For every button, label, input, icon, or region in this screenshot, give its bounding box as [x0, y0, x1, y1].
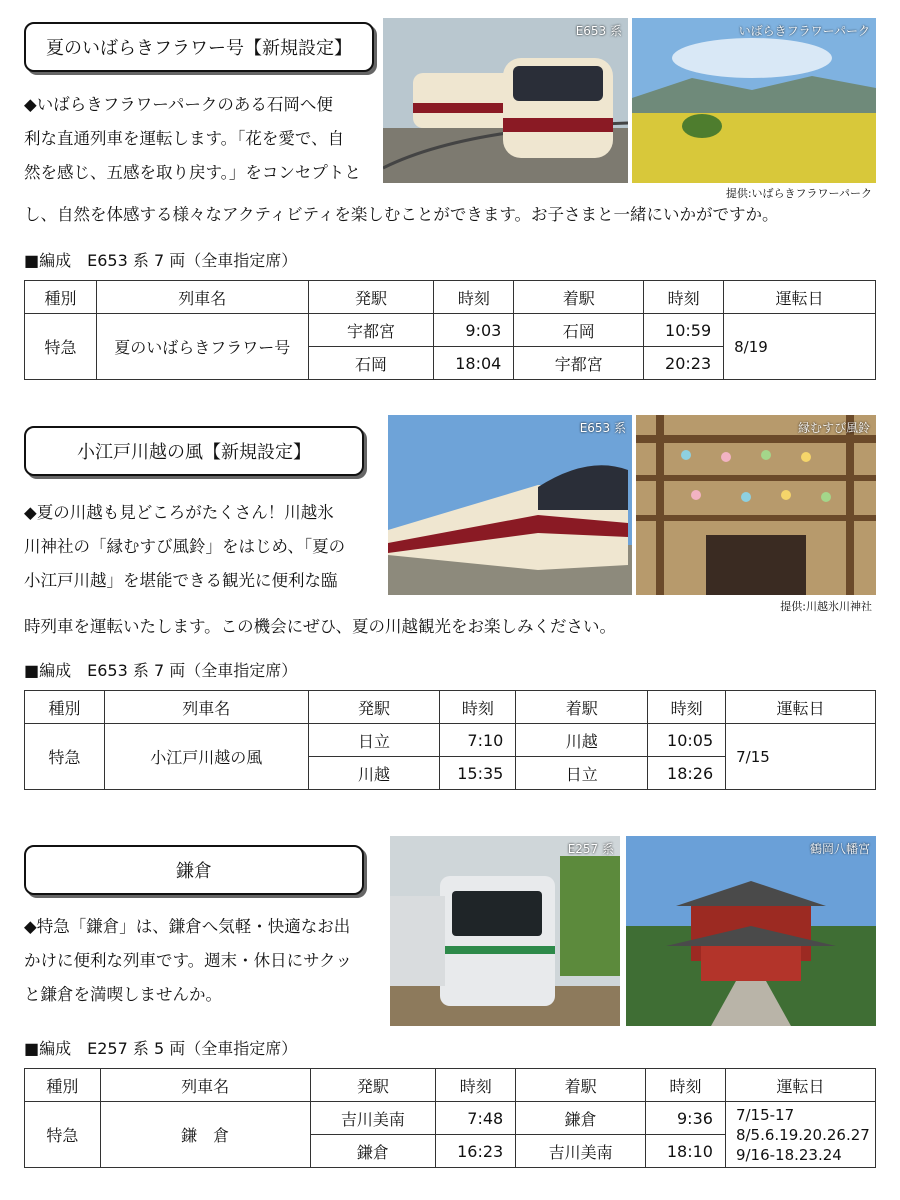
section2-photo2-caption: 縁むすび風鈴	[797, 421, 870, 435]
section1-flower-photo	[632, 18, 876, 183]
section3-photo2-caption: 鶴岡八幡宮	[809, 842, 870, 856]
section3-title: 鎌倉	[24, 845, 364, 895]
section2-formation: ■編成 E653 系 7 両（全車指定席）	[24, 661, 298, 680]
section2-timetable	[24, 690, 876, 790]
table-row: 特急 鎌 倉 吉川美南 7:48 鎌倉 9:36 7/15-17 8/5.6.19.20.26.27 9/16-18.23.24	[25, 1102, 876, 1135]
section3-paragraph: ◆特急「鎌倉」は、鎌倉へ気軽・快適なお出 かけに便利な列車です。週末・休日にサクッ と鎌倉を満喫しませんか。	[24, 917, 353, 1004]
table-row: 石岡 18:04 宇都宮 20:23	[25, 347, 876, 380]
train-image	[390, 836, 620, 1026]
section1-photo2-caption: いばらきフラワーパーク	[738, 24, 870, 38]
flower-park-image	[632, 18, 876, 183]
table-header-row: 種別 列車名 発駅 時刻 着駅 時刻 運転日	[25, 1069, 876, 1102]
section2-credit: 提供:川越氷川神社	[780, 600, 872, 613]
section1-paragraph-full: し、自然を体感する様々なアクティビティを楽しむことができます。お子さまと一緒にいかがですか。	[24, 205, 779, 224]
wind-chime-image	[636, 415, 876, 595]
section1-photo1-caption: E653 系	[575, 24, 622, 38]
shrine-image	[626, 836, 876, 1026]
section2-train-photo	[388, 415, 632, 595]
section1-paragraph: ◆いばらきフラワーパークのある石岡へ便 利な直通列車を運転します。「花を愛で、自 然を感じ、五感を取り戻す。」をコンセプトと	[24, 95, 361, 182]
section2-paragraph-full: 時列車を運転いたします。この機会にぜひ、夏の川越観光をお楽しみください。	[24, 617, 617, 636]
section1-credit: 提供:いばらきフラワーパーク	[725, 187, 872, 200]
section2-paragraph: ◆夏の川越も見どころがたくさん！川越氷 川神社の「縁むすび風鈴」をはじめ、「夏の 小江戸川越」を堪能できる観光に便利な臨	[24, 503, 346, 590]
train-image	[383, 18, 628, 183]
section3-photo1-caption: E257 系	[567, 842, 614, 856]
section1-train-photo	[383, 18, 628, 183]
section2-title: 小江戸川越の風【新規設定】	[24, 426, 364, 476]
section2-photo1-caption: E653 系	[579, 421, 626, 435]
section3-timetable	[24, 1068, 876, 1168]
table-row: 特急 小江戸川越の風 日立 7:10 川越 10:05 7/15	[25, 724, 876, 757]
section1-formation: ■編成 E653 系 7 両（全車指定席）	[24, 251, 298, 270]
section3-formation: ■編成 E257 系 5 両（全車指定席）	[24, 1039, 298, 1058]
section3-shrine-photo	[626, 836, 876, 1026]
section3-train-photo	[390, 836, 620, 1026]
table-row: 川越 15:35 日立 18:26	[25, 757, 876, 790]
table-header-row: 種別 列車名 発駅 時刻 着駅 時刻 運転日	[25, 281, 876, 314]
table-row: 鎌倉 16:23 吉川美南 18:10	[25, 1135, 876, 1168]
section2-wind-chime-photo	[636, 415, 876, 595]
table-row: 特急 夏のいばらきフラワー号 宇都宮 9:03 石岡 10:59 8/19	[25, 314, 876, 347]
train-image	[388, 415, 632, 595]
section1-timetable	[24, 280, 876, 380]
table-header-row: 種別 列車名 発駅 時刻 着駅 時刻 運転日	[25, 691, 876, 724]
section1-title: 夏のいばらきフラワー号【新規設定】	[24, 22, 374, 72]
operation-days: 7/15-17 8/5.6.19.20.26.27 9/16-18.23.24	[725, 1102, 875, 1168]
